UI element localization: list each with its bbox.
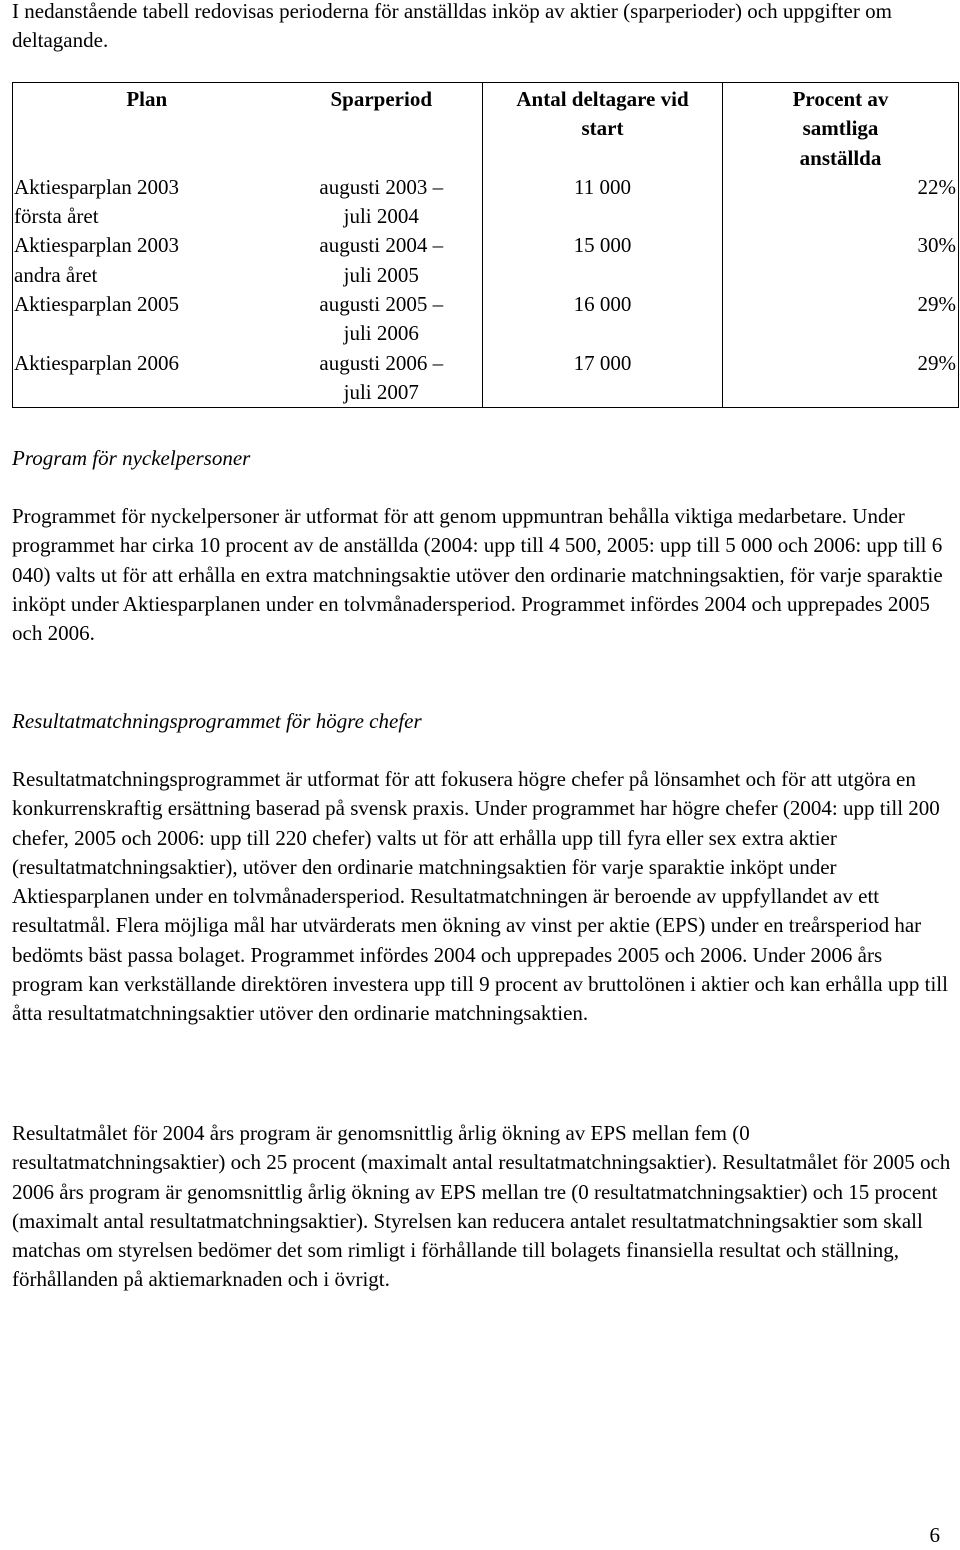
cell-period-text: augusti 2003 – juli 2004	[319, 174, 444, 229]
cell-plan-text: Aktiesparplan 2003 första året	[14, 174, 180, 229]
cell-count: 11 000	[483, 173, 723, 232]
page-number: 6	[929, 1523, 940, 1547]
table-row	[13, 231, 959, 290]
table-row	[13, 349, 959, 408]
cell-plan-text: Aktiesparplan 2003 andra året	[14, 233, 180, 287]
intro-paragraph: I nedanstående tabell redovisas perioderna för anställdas inköp av aktier (sparperioder) och uppgifter om deltagande.	[12, 0, 892, 53]
table-row	[13, 173, 959, 232]
cell-plan	[13, 173, 281, 232]
section-title-key-persons: Program för nyckelpersoner	[12, 446, 251, 470]
section-body-performance-target: Resultatmålet för 2004 års program är genomsnittlig årlig ökning av EPS mellan fem (0 resultatmatchningsaktier) och 25 procent (maximalt antal resultatmatchningsaktier). Resultatmålet för 2005 och 2006 års program är genomsnittlig årlig ökning av EPS mellan tre (0 resultatmatchningsaktier) och 15 procent (maximalt antal resultatmatchningsaktier). Styrelsen kan reducera antalet resultatmatchningsaktier som skall matchas om styrelsen bedömer det som rimligt i förhållande till bolagets finansiella resultat och ställning, förhållanden på aktiemarknaden och i övrigt.	[12, 1121, 951, 1292]
section-body-key-persons: Programmet för nyckelpersoner är utformat för att genom uppmuntran behålla viktiga medarbetare. Under programmet har cirka 10 procent av de anställda (2004: upp till 4 500, 2005: upp till 5 000 och 2006: upp till 6 040) valts ut för att erhålla en extra matchningsaktie utöver den ordinarie matchningsaktien, för varje sparaktie inköpt under Aktiesparplanen under en tolvmånadersperiod. Programmet infördes 2004 och upprepades 2005 och 2006.	[12, 504, 943, 646]
cell-period	[281, 290, 483, 349]
cell-pct: 29%	[723, 349, 959, 408]
table-header-row	[13, 83, 959, 173]
header-count-text: Antal deltagare vid start	[516, 87, 689, 141]
header-pct-text: Procent av samtliga anställda	[792, 87, 889, 170]
cell-count: 15 000	[483, 231, 723, 290]
cell-plan-text: Aktiesparplan 2006	[14, 350, 180, 375]
cell-count: 17 000	[483, 349, 723, 408]
header-plan: Plan	[13, 83, 281, 173]
table-row	[13, 290, 959, 349]
cell-period	[281, 349, 483, 408]
cell-period-text: augusti 2005 – juli 2006	[319, 292, 444, 346]
cell-pct: 30%	[723, 231, 959, 290]
cell-period-text: augusti 2006 – juli 2007	[319, 350, 444, 404]
cell-period-text: augusti 2004 – juli 2005	[319, 233, 444, 287]
header-pct	[723, 83, 959, 173]
cell-plan	[13, 290, 281, 349]
cell-pct: 22%	[723, 173, 959, 232]
header-period: Sparperiod	[281, 83, 483, 173]
cell-count: 16 000	[483, 290, 723, 349]
section-title-performance-matching: Resultatmatchningsprogrammet för högre chefer	[12, 709, 422, 733]
cell-plan	[13, 349, 281, 408]
header-count	[483, 83, 723, 173]
section-body-performance-matching: Resultatmatchningsprogrammet är utformat för att fokusera högre chefer på lönsamhet och för att utgöra en konkurrenskraftig ersättning baserad på svensk praxis. Under programmet har högre chefer (2004: upp till 200 chefer, 2005 och 2006: upp till 220 chefer) valts ut för att erhålla upp till fyra eller sex extra aktier (resultatmatchningsaktier), utöver den ordinarie matchningsaktien för varje sparaktie inköpt under Aktiesparplanen under en tolvmånadersperiod. Resultatmatchningen är beroende av uppfyllandet av ett resultatmål. Flera möjliga mål har utvärderats men ökning av vinst per aktie (EPS) under en treårsperiod har bedömts bäst passa bolaget. Programmet infördes 2004 och upprepades 2005 och 2006. Under 2006 års program kan verkställande direktören investera upp till 9 procent av bruttolönen i aktier och kan erhålla upp till åtta resultatmatchningsaktier utöver den ordinarie matchningsaktien.	[12, 767, 948, 1026]
cell-pct: 29%	[723, 290, 959, 349]
cell-plan	[13, 231, 281, 290]
cell-period	[281, 231, 483, 290]
cell-plan-text: Aktiesparplan 2005	[14, 292, 180, 317]
savings-plan-table	[12, 82, 959, 408]
cell-period	[281, 173, 483, 232]
